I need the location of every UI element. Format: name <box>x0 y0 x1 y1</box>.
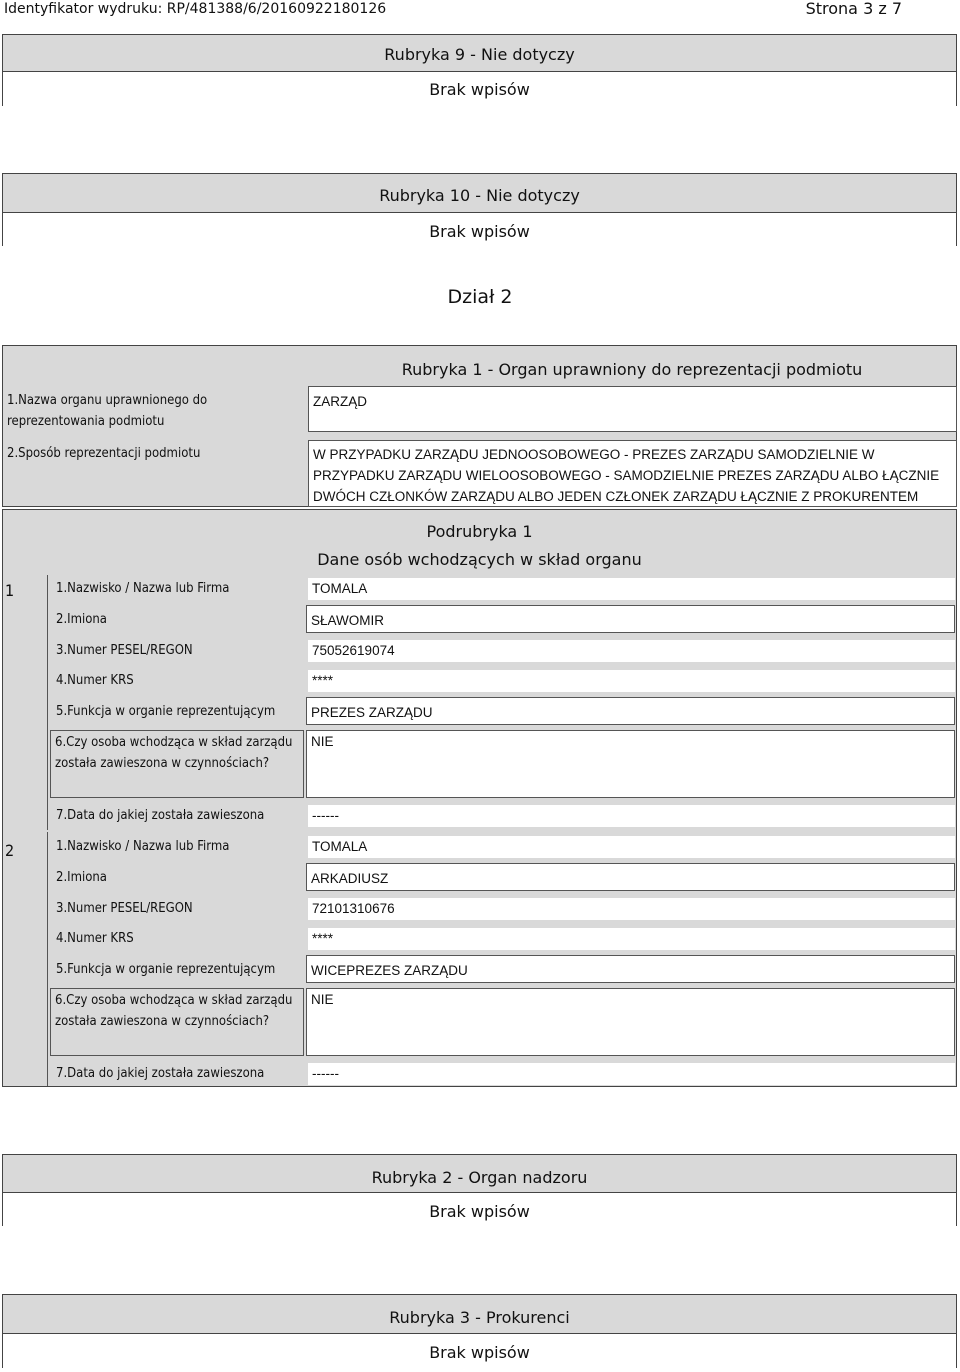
surname-value: TOMALA <box>308 836 955 858</box>
rubryka-2-title: Rubryka 2 - Organ nadzoru <box>371 1168 588 1187</box>
pesel-value: 72101310676 <box>308 898 955 920</box>
rubryka-10-empty: Brak wpisów <box>3 212 956 246</box>
rubryka-3-empty: Brak wpisów <box>3 1333 956 1369</box>
suspended-date-label: 7.Data do jakiej została zawieszona <box>52 1063 304 1085</box>
rubryka-9-empty: Brak wpisów <box>3 71 956 106</box>
function-value: WICEPREZES ZARZĄDU <box>306 955 955 983</box>
rubryka-10-title: Rubryka 10 - Nie dotyczy <box>379 186 580 205</box>
names-label: 2.Imiona <box>52 609 304 631</box>
rubryka-3-title: Rubryka 3 - Prokurenci <box>389 1308 570 1327</box>
rubryka-1-section <box>2 345 957 507</box>
pesel-label: 3.Numer PESEL/REGON <box>52 898 304 920</box>
page-number: Strona 3 z 7 <box>805 0 902 18</box>
section-heading: Dział 2 <box>447 286 513 308</box>
rubryka-10-section <box>2 173 957 246</box>
pesel-label: 3.Numer PESEL/REGON <box>52 640 304 662</box>
rubryka-2-empty: Brak wpisów <box>3 1192 956 1226</box>
rubryka-3-section <box>2 1294 957 1368</box>
krs-label: 4.Numer KRS <box>52 928 304 950</box>
podrubryka-title: Podrubryka 1 <box>426 522 533 541</box>
pesel-value: 75052619074 <box>308 640 955 662</box>
krs-value: **** <box>308 670 955 692</box>
function-label: 5.Funkcja w organie reprezentującym <box>52 701 304 723</box>
rubryka-1-title: Rubryka 1 - Organ uprawniony do reprezentacji podmiotu <box>401 360 863 379</box>
suspended-date-value: ------ <box>308 1063 955 1085</box>
surname-value: TOMALA <box>308 578 955 600</box>
function-value: PREZES ZARZĄDU <box>306 697 955 725</box>
surname-label: 1.Nazwisko / Nazwa lub Firma <box>52 836 304 858</box>
suspended-value: NIE <box>306 988 955 1056</box>
rubryka-2-section <box>2 1154 957 1226</box>
rubryka-9-section <box>2 34 957 106</box>
suspended-label: 6.Czy osoba wchodząca w skład zarządu została zawieszona w czynnościach? <box>50 988 304 1056</box>
suspended-value: NIE <box>306 730 955 798</box>
function-label: 5.Funkcja w organie reprezentującym <box>52 959 304 981</box>
rubryka-9-title: Rubryka 9 - Nie dotyczy <box>384 45 575 64</box>
person-number: 1 <box>5 581 15 600</box>
podrubryka-subtitle: Dane osób wchodzących w skład organu <box>317 550 642 569</box>
print-identifier: Identyfikator wydruku: RP/481388/6/20160922180126 <box>4 1 387 17</box>
representation-label: 2.Sposób reprezentacji podmiotu <box>3 443 305 473</box>
organ-name-label: 1.Nazwa organu uprawnionego do reprezentowania podmiotu <box>3 388 305 434</box>
surname-label: 1.Nazwisko / Nazwa lub Firma <box>52 578 304 600</box>
krs-label: 4.Numer KRS <box>52 670 304 692</box>
representation-value: W PRZYPADKU ZARZĄDU JEDNOOSOBOWEGO - PREZES ZARZĄDU SAMODZIELNIE W PRZYPADKU ZARZĄDU WIELOOSOBOWEGO - SAMODZIELNIE PREZES ZARZĄDU ALBO ŁĄCZNIE DWÓCH CZŁONKÓW ZARZĄDU ALBO JEDEN CZŁONEK ZARZĄDU ŁĄCZNIE Z PROKURENTEM <box>308 440 957 507</box>
suspended-date-value: ------ <box>308 805 955 827</box>
suspended-date-label: 7.Data do jakiej została zawieszona <box>52 805 304 827</box>
krs-value: **** <box>308 928 955 950</box>
person-number: 2 <box>5 841 15 860</box>
names-value: SŁAWOMIR <box>306 605 955 633</box>
suspended-label: 6.Czy osoba wchodząca w skład zarządu została zawieszona w czynnościach? <box>50 730 304 798</box>
names-value: ARKADIUSZ <box>306 863 955 891</box>
organ-name-value: ZARZĄD <box>308 386 957 432</box>
names-label: 2.Imiona <box>52 867 304 889</box>
